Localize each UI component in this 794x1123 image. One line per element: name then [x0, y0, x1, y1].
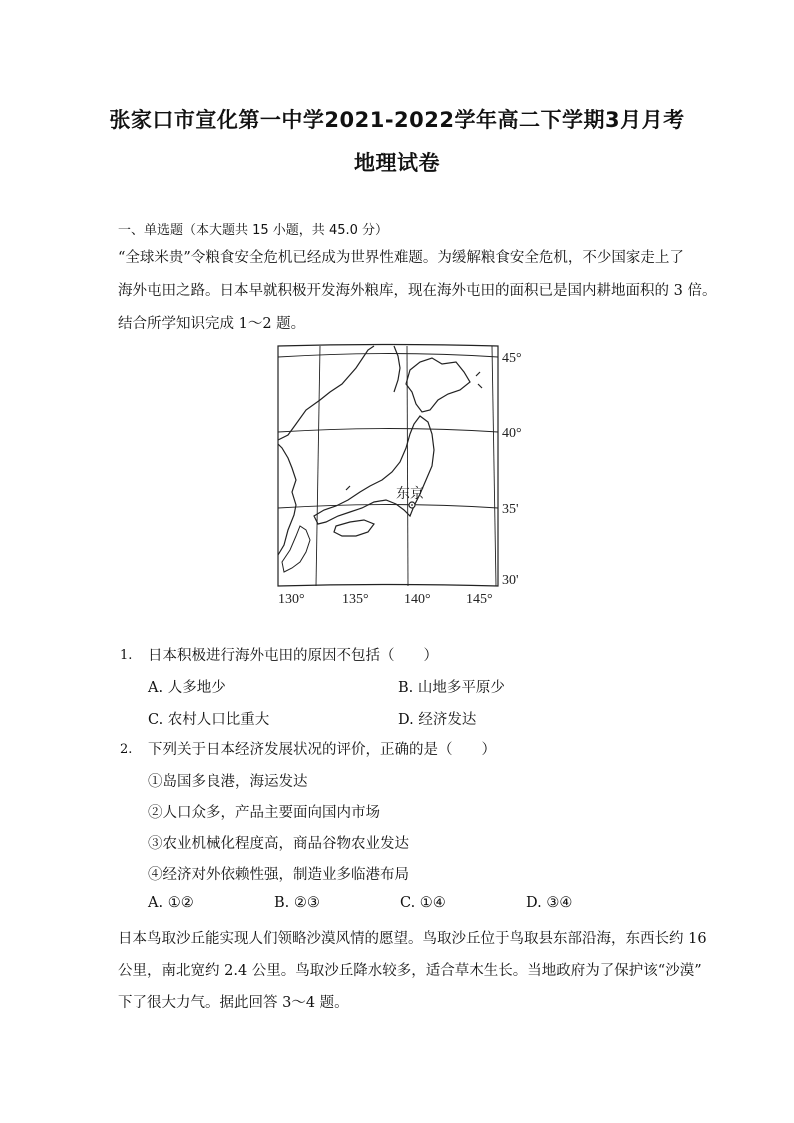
passage1-line: 海外屯田之路。日本早就积极开发海外粮库，现在海外屯田的面积已是国内耕地面积的 3 倍。	[118, 283, 717, 299]
kyushu-coastline	[282, 526, 310, 572]
latitude-line-45	[278, 354, 498, 358]
longitude-line-145	[492, 346, 496, 586]
option-b: B. 山地多平原少	[398, 680, 505, 696]
honshu-coastline	[314, 416, 434, 524]
korea-coastline	[278, 444, 296, 555]
question-text: 下列关于日本经济发展状况的评价，正确的是（ ）	[148, 742, 496, 758]
oki-islet	[346, 486, 350, 490]
tokyo-label: 东京	[396, 487, 424, 502]
option-c: C. ①④	[400, 895, 446, 911]
statement-1: ①岛国多良港，海运发达	[148, 774, 308, 790]
hokkaido-coastline	[406, 358, 470, 412]
passage2-line: 日本鸟取沙丘能实现人们领略沙漠风情的愿望。鸟取沙丘位于鸟取县东部沿海，东西长约 16	[118, 931, 707, 947]
lon-label-135: 135°	[342, 592, 369, 607]
islet	[476, 372, 480, 376]
exam-title-line1: 张家口市宣化第一中学2021-2022学年高二下学期3月月考	[109, 108, 685, 132]
lat-label-40: 40°	[502, 426, 522, 441]
longitude-line-135	[316, 346, 320, 586]
option-d: D. ③④	[526, 895, 573, 911]
lon-label-145: 145°	[466, 592, 493, 607]
exam-title-line2: 地理试卷	[354, 151, 440, 175]
sakhalin-coastline	[394, 346, 400, 392]
japan-map-figure	[270, 340, 540, 610]
passage2-line: 下了很大力气。据此回答 3～4 题。	[118, 995, 349, 1011]
statement-3: ③农业机械化程度高，商品谷物农业发达	[148, 836, 409, 852]
shikoku-coastline	[334, 520, 374, 536]
lat-label-30: 30'	[502, 573, 519, 588]
passage1-line: “全球米贵”令粮食安全危机已经成为世界性难题。为缓解粮食安全危机，不少国家走上了	[118, 250, 684, 266]
option-a: A. ①②	[148, 895, 194, 911]
question-number: 1.	[120, 648, 133, 663]
option-b: B. ②③	[274, 895, 320, 911]
option-a: A. 人多地少	[148, 680, 226, 696]
latitude-line-35	[278, 505, 498, 509]
statement-2: ②人口众多，产品主要面向国内市场	[148, 805, 380, 821]
mainland-coastline	[278, 346, 374, 440]
lat-label-45: 45°	[502, 351, 522, 366]
option-d: D. 经济发达	[398, 712, 477, 728]
option-c: C. 农村人口比重大	[148, 712, 270, 728]
kuril-islet	[478, 384, 482, 388]
section-heading: 一、单选题（本大题共 15 小题，共 45.0 分）	[118, 223, 389, 238]
lon-label-140: 140°	[404, 592, 431, 607]
question-text: 日本积极进行海外屯田的原因不包括（ ）	[148, 648, 438, 664]
latitude-line-40	[278, 429, 498, 433]
passage2-line: 公里，南北宽约 2.4 公里。鸟取沙丘降水较多，适合草木生长。当地政府为了保护该“沙漠”	[118, 963, 702, 979]
map-frame	[278, 345, 498, 587]
lat-label-35: 35'	[502, 502, 519, 517]
lon-label-130: 130°	[278, 592, 305, 607]
statement-4: ④经济对外依赖性强，制造业多临港布局	[148, 867, 409, 883]
question-number: 2.	[120, 742, 133, 757]
passage1-line: 结合所学知识完成 1～2 题。	[118, 316, 306, 332]
